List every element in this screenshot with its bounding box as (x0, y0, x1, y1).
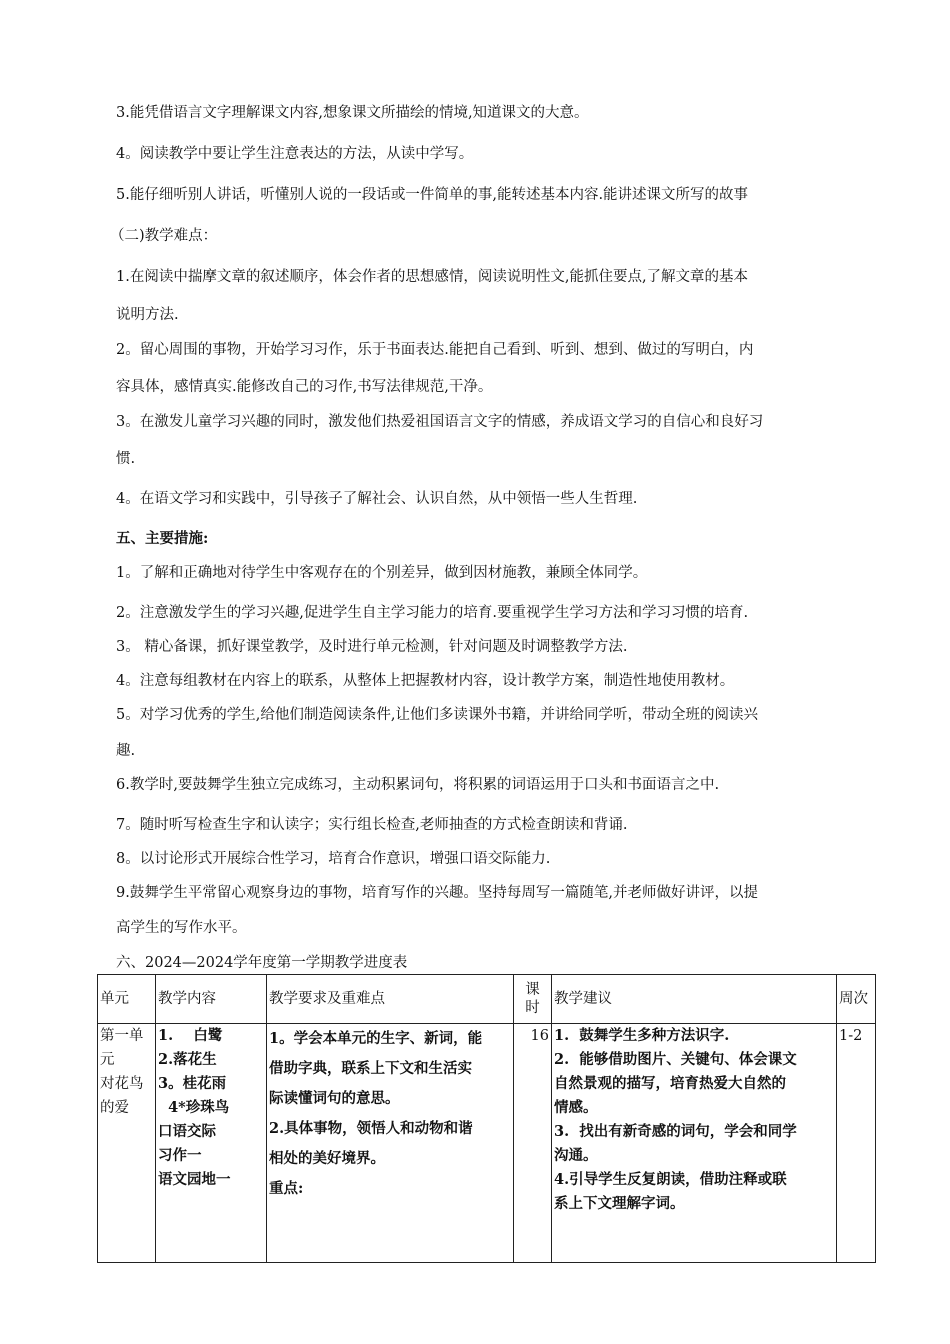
line-m3: 3。 精心备课，抓好课堂教学，及时进行单元检测，针对问题及时调整教学方法. (116, 639, 628, 655)
content-line: 1. 白鹭 (158, 1027, 223, 1044)
line-m7: 7。随时听写检查生字和认读字；实行组长检查,老师抽查的方式检查朗读和背诵. (116, 817, 628, 833)
line-m9a: 9.鼓舞学生平常留心观察身边的事物，培育写作的兴趣。坚持每周写一篇随笔,并老师做好讲评，以提 (116, 885, 758, 901)
line-m8: 8。以讨论形式开展综合性学习，培育合作意识，增强口语交际能力. (116, 851, 551, 867)
header-suggestions: 教学建议 (552, 975, 837, 1024)
content-line: 习作一 (158, 1147, 202, 1164)
content-line: 语文园地一 (158, 1171, 231, 1188)
content-line: 4*珍珠鸟 (158, 1099, 230, 1116)
weeks-cell: 1-2 (837, 1024, 876, 1263)
header-weeks: 周次 (837, 975, 876, 1024)
requirements-line: 重点: (269, 1180, 304, 1197)
suggestions-line: 1. 鼓舞学生多种方法识字. (554, 1027, 730, 1044)
suggestions-line: 系上下文理解字词。 (554, 1195, 685, 1212)
line-m6: 6.教学时,要鼓舞学生独立完成练习，主动积累词句，将积累的词语运用于口头和书面语言之中. (116, 777, 720, 793)
hours-cell: 16 (514, 1024, 552, 1263)
suggestions-line: 3. 找出有新奇感的词句，学会和同学 (554, 1123, 797, 1140)
content-line: 口语交际 (158, 1123, 216, 1140)
table-header-row (98, 975, 876, 1024)
content-line: 3。桂花雨 (158, 1075, 227, 1092)
line-p3: 5.能仔细听别人讲话，听懂别人说的一段话或一件简单的事,能转述基本内容.能讲述课文所写的故事 (116, 187, 749, 203)
suggestions-line: 情感。 (554, 1099, 598, 1116)
content-cell (156, 1024, 267, 1263)
line-p7a: 3。在激发儿童学习兴趣的同时，激发他们热爱祖国语言文字的情感，养成语文学习的自信心和良好习 (116, 414, 764, 430)
requirements-line: 相处的美好境界。 (269, 1150, 385, 1167)
line-p5a: 1.在阅读中揣摩文章的叙述顺序，体会作者的思想感情，阅读说明性文,能抓住要点,了解文章的基本 (116, 269, 749, 285)
section-heading-difficulties: （二)教学难点： (110, 228, 218, 244)
header-hours-top: 课 (525, 982, 540, 998)
requirements-line: 2.具体事物，领悟人和动物和谐 (269, 1120, 473, 1137)
suggestions-line: 自然景观的描写，培育热爱大自然的 (554, 1075, 786, 1092)
suggestions-cell (552, 1024, 837, 1263)
line-p6b: 容具体，感情真实.能修改自己的习作,书写法律规范,干净。 (116, 379, 493, 395)
line-m5b: 趣. (116, 743, 136, 759)
suggestions-line: 4.引导学生反复朗读，借助注释或联 (554, 1171, 787, 1188)
requirements-line: 借助字典，联系上下文和生活实 (269, 1060, 472, 1077)
requirements-line: 1。学会本单元的生字、新词，能 (269, 1030, 483, 1047)
line-p5b: 说明方法. (116, 307, 179, 323)
line-p1: 3.能凭借语言文字理解课文内容,想象课文所描绘的情境,知道课文的大意。 (116, 105, 589, 121)
content-line: 2.落花生 (158, 1051, 217, 1068)
schedule-table (97, 974, 876, 1263)
unit-line: 对花鸟 (100, 1076, 144, 1092)
line-m2: 2。注意激发学生的学习兴趣,促进学生自主学习能力的培育.要重视学生学习方法和学习习惯的培育. (116, 605, 749, 621)
suggestions-line: 沟通。 (554, 1147, 598, 1164)
header-requirements: 教学要求及重难点 (267, 975, 514, 1024)
unit-line: 第一单 (100, 1028, 144, 1044)
requirements-cell (267, 1024, 514, 1263)
unit-line: 的爱 (100, 1100, 129, 1116)
header-content: 教学内容 (156, 975, 267, 1024)
line-m1: 1。了解和正确地对待学生中客观存在的个别差异，做到因材施教，兼顾全体同学。 (116, 565, 648, 581)
line-m5a: 5。对学习优秀的学生,给他们制造阅读条件,让他们多读课外书籍，并讲给同学听，带动全班的阅读兴 (116, 707, 758, 723)
header-hours (514, 975, 552, 1024)
unit-line: 元 (100, 1052, 115, 1068)
table-row (98, 1024, 876, 1263)
requirements-line: 际读懂词句的意思。 (269, 1090, 400, 1107)
header-unit: 单元 (98, 975, 156, 1024)
suggestions-line: 2. 能够借助图片、关键句、体会课文 (554, 1051, 797, 1068)
line-p7b: 惯. (116, 451, 136, 467)
line-m4: 4。注意每组教材在内容上的联系，从整体上把握教材内容，设计教学方案，制造性地使用教材。 (116, 673, 735, 689)
line-p6a: 2。留心周围的事物，开始学习习作，乐于书面表达.能把自己看到、听到、想到、做过的写明白，内 (116, 342, 754, 358)
line-m9b: 高学生的写作水平。 (116, 920, 247, 936)
line-p2: 4。阅读教学中要让学生注意表达的方法，从读中学写。 (116, 146, 474, 162)
section-heading-schedule: 六、2024—2024学年度第一学期教学进度表 (116, 955, 408, 971)
unit-cell (98, 1024, 156, 1263)
section-heading-measures: 五、主要措施: (116, 530, 209, 547)
line-p8: 4。在语文学习和实践中，引导孩子了解社会、认识自然，从中领悟一些人生哲理. (116, 491, 638, 507)
header-hours-bottom: 时 (525, 1000, 540, 1016)
